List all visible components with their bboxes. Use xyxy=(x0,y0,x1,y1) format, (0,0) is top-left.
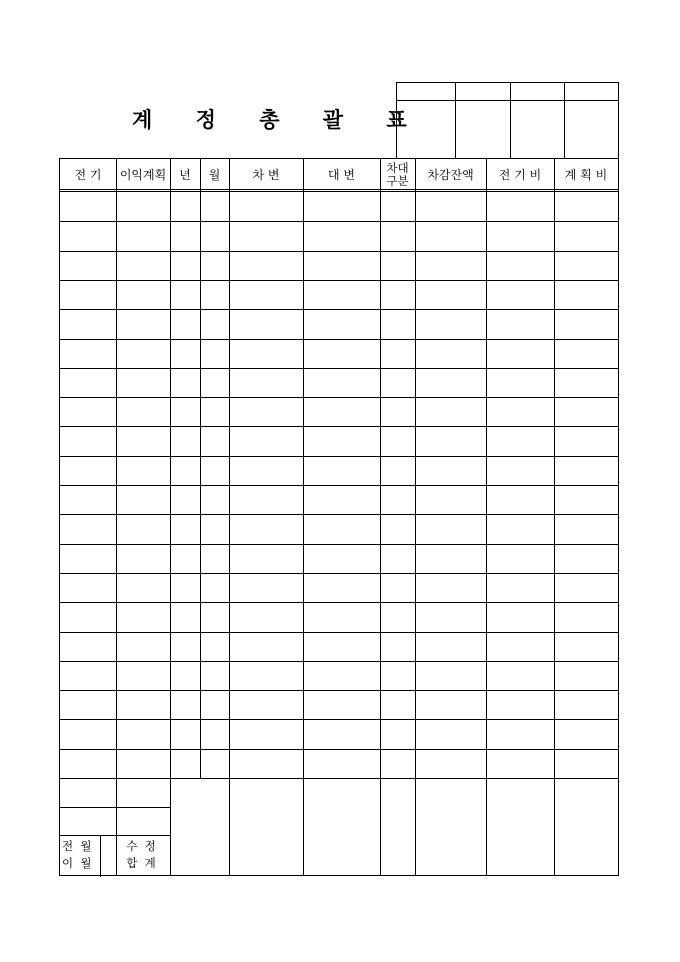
grid-column-line xyxy=(116,159,117,875)
grid-row-line xyxy=(60,807,170,808)
grid-row-line xyxy=(60,309,618,310)
grid-row-line xyxy=(60,339,618,340)
footer-adjusted-total-line1: 수 정 xyxy=(126,839,156,853)
approval-box xyxy=(396,82,619,158)
form-title: 계 정 총 괄 표 xyxy=(132,107,425,132)
grid-column-line xyxy=(486,159,487,875)
grid-row-line xyxy=(60,544,618,545)
header-credit: 대 변 xyxy=(328,168,355,182)
grid-column-line xyxy=(100,835,101,877)
approval-column-line xyxy=(564,83,565,158)
grid-column-line xyxy=(380,159,381,875)
grid-row-line xyxy=(60,251,618,252)
grid-row-line xyxy=(60,397,618,398)
grid-row-line xyxy=(60,280,618,281)
grid-column-line xyxy=(229,159,230,875)
header-year: 년 xyxy=(179,168,191,182)
header-debit: 차 변 xyxy=(252,168,280,182)
header-dc-type-line2: 구분 xyxy=(386,173,409,188)
header-dc-type xyxy=(380,159,415,190)
footer-adjusted-total xyxy=(116,835,166,875)
grid-column-line xyxy=(170,159,171,875)
grid-row-line xyxy=(60,514,618,515)
grid-column-line xyxy=(200,159,201,778)
grid-row-line xyxy=(60,749,618,750)
grid-row-line xyxy=(60,719,618,720)
grid-row-line xyxy=(60,661,618,662)
grid-row-line xyxy=(60,485,618,486)
header-balance: 차감잔액 xyxy=(427,168,474,182)
grid-row-line xyxy=(60,368,618,369)
header-prev-ratio: 전 기 비 xyxy=(498,168,542,182)
grid-row-line xyxy=(60,573,618,574)
approval-column-line xyxy=(510,83,511,158)
grid-row-line xyxy=(60,456,618,457)
grid-row-line xyxy=(60,835,170,836)
grid-row-line xyxy=(60,690,618,691)
grid-column-line xyxy=(554,159,555,875)
header-prev: 전 기 xyxy=(74,168,102,182)
header-double-rule xyxy=(60,189,618,192)
header-month: 월 xyxy=(208,168,221,182)
header-plan-ratio: 계 획 비 xyxy=(564,168,608,182)
ledger-table xyxy=(59,158,619,876)
approval-column-line xyxy=(455,83,456,158)
grid-row-line xyxy=(60,778,618,779)
grid-row-line xyxy=(60,221,618,222)
footer-prev-month-line1: 전 월 xyxy=(62,839,92,853)
header-profit-plan: 이익계획 xyxy=(119,168,167,182)
grid-column-line xyxy=(415,159,416,875)
grid-row-line xyxy=(60,426,618,427)
approval-divider xyxy=(397,100,618,101)
header-dc-type-line1: 차대 xyxy=(386,160,409,175)
footer-prev-month-line2: 이 월 xyxy=(62,856,92,870)
grid-column-line xyxy=(303,159,304,875)
grid-row-line xyxy=(60,602,618,603)
grid-row-line xyxy=(60,632,618,633)
footer-prev-month xyxy=(62,835,100,875)
footer-adjusted-total-line2: 합 계 xyxy=(126,856,156,870)
